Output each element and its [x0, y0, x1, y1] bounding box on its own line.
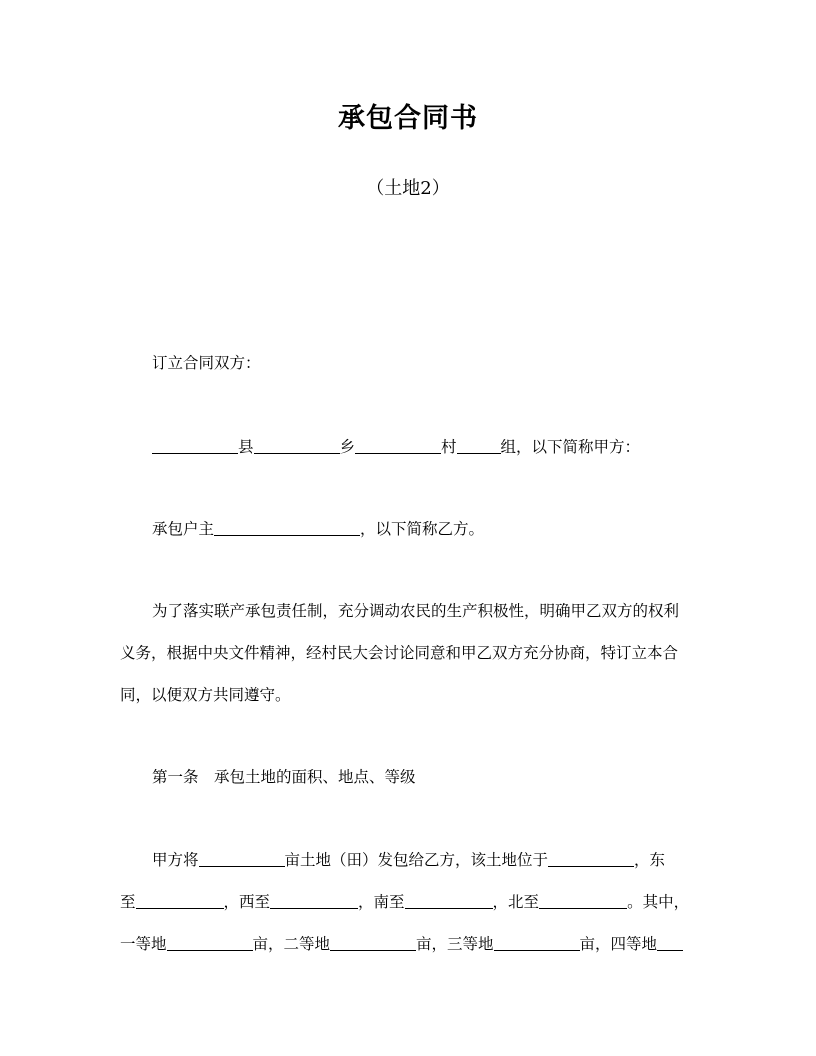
county-blank[interactable]: [152, 437, 238, 454]
grade4-blank[interactable]: [657, 934, 683, 951]
article1-line-2: [120, 891, 700, 913]
township-blank[interactable]: [254, 437, 340, 454]
party-b-prefix: 承包户主: [152, 520, 215, 538]
article1-text: 亩土地（田）发包给乙方，该土地位于: [284, 851, 549, 869]
township-label: 乡: [339, 438, 356, 456]
article1-text: ，西至: [223, 893, 271, 911]
article1-text: 甲方将: [152, 851, 199, 869]
article1-text: 一等地: [120, 935, 167, 953]
article1-text: 至: [120, 893, 136, 911]
document-subtitle: （土地2）: [366, 178, 450, 199]
article1-text: 亩，三等地: [416, 935, 494, 953]
area-blank[interactable]: [199, 850, 285, 867]
article1-text: ，南至: [358, 893, 405, 911]
party-a-line: [152, 436, 732, 458]
county-label: 县: [238, 438, 254, 456]
village-label: 村: [441, 438, 457, 456]
householder-blank[interactable]: [214, 519, 360, 536]
location-blank[interactable]: [548, 850, 634, 867]
article1-line-1: [152, 849, 732, 871]
south-blank[interactable]: [405, 892, 493, 909]
west-blank[interactable]: [270, 892, 358, 909]
document-title: 承包合同书: [338, 103, 478, 134]
group-label: 组，以下简称甲方：: [500, 438, 641, 456]
grade3-blank[interactable]: [494, 934, 580, 951]
article1-text: 。其中，: [627, 893, 690, 911]
group-blank[interactable]: [457, 437, 501, 454]
grade2-blank[interactable]: [330, 934, 416, 951]
parties-heading: 订立合同双方：: [152, 354, 261, 372]
north-blank[interactable]: [539, 892, 627, 909]
article1-text: ，东: [634, 851, 666, 869]
article1-heading: 第一条 承包土地的面积、地点、等级: [152, 768, 416, 786]
party-b-suffix: ，以下简称乙方。: [360, 520, 485, 538]
purpose-line-2: 义务，根据中央文件精神，经村民大会讨论同意和甲乙双方充分协商，特订立本合: [120, 644, 679, 662]
village-blank[interactable]: [355, 437, 441, 454]
article1-line-3: [120, 933, 700, 955]
article1-text: 亩，四等地: [579, 935, 658, 953]
article1-text: 亩，二等地: [252, 935, 331, 953]
party-b-line: [152, 518, 732, 540]
article1-text: ，北至: [492, 893, 540, 911]
purpose-line-3: 同，以便双方共同遵守。: [120, 686, 291, 704]
purpose-line-1: 为了落实联产承包责任制，充分调动农民的生产积极性，明确甲乙双方的权利: [152, 602, 680, 620]
grade1-blank[interactable]: [167, 934, 253, 951]
east-blank[interactable]: [136, 892, 224, 909]
